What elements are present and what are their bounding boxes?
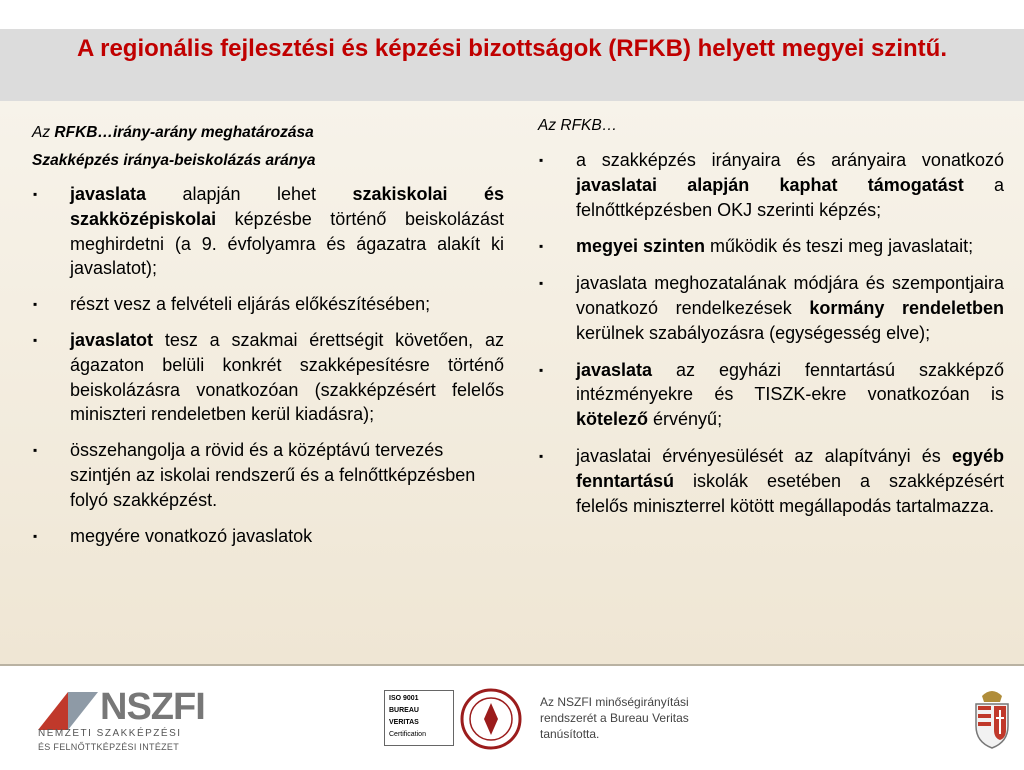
right-item-3 [538, 271, 1004, 345]
cert-line-2: rendszerét a Bureau Veritas [540, 711, 689, 725]
iso-line-2: BUREAU VERITAS [389, 707, 419, 726]
bullet-icon: ▪ [33, 187, 38, 201]
title-bar [0, 29, 1024, 101]
right-item-5-bold: egyéb fenntartású [576, 445, 1004, 491]
content-area [0, 101, 1024, 664]
left-item-1-text-2: képzésbe történő beiskolázást meghirdetni (a 9. évfolyamra és ágazatra alakít ki javaslatot); [70, 208, 504, 279]
nszfi-logo-subtitle-2: ÉS FELNŐTTKÉPZÉSI INTÉZET [38, 742, 180, 752]
iso-certification-badge [384, 690, 454, 746]
right-item-4-bold-2: kötelező [576, 409, 649, 430]
right-item-1-text-1: a szakképzés irányaira és arányaira vonatkozó [576, 150, 1004, 170]
cert-line-3: tanúsította. [540, 727, 600, 741]
nszfi-logo-name: NSZFI [100, 686, 205, 728]
left-column [32, 101, 504, 548]
right-item-2 [538, 234, 1004, 259]
right-bullet-list [538, 148, 1004, 518]
bureau-veritas-seal-icon [460, 688, 522, 750]
nszfi-logo-subtitle-1: NEMZETI SZAKKÉPZÉSI [38, 728, 182, 739]
cert-line-1: Az NSZFI minőségirányítási [540, 695, 689, 709]
bullet-icon: ▪ [539, 276, 544, 291]
right-item-1 [538, 148, 1004, 222]
left-item-2-text: részt vesz a felvételi eljárás előkészítésében; [70, 294, 431, 315]
iso-line-3: Certification [389, 731, 426, 738]
left-heading-1-bold: RFKB…irány-arány meghatározása [54, 124, 314, 141]
left-item-2 [32, 292, 504, 317]
bullet-icon: ▪ [33, 332, 38, 347]
left-bullet-list [32, 182, 504, 548]
right-item-1-bold: javaslatai alapján kaphat támogatást [576, 174, 964, 195]
left-item-5-text: megyére vonatkozó javaslatok [70, 525, 313, 546]
iso-line-1: ISO 9001 [389, 695, 419, 702]
left-item-3-text: tesz a szakmai érettségit követően, az ágazaton belüli konkrét szakképesítésre történő beiskolázásra vonatkozóan (szakképzésért felelős miniszteri rendeletben kerül kiadásra); [70, 329, 504, 425]
left-item-1-bold-2: szakiskolai és szakközépiskolai [70, 184, 504, 229]
certification-text [540, 694, 689, 742]
right-item-3-text-1: javaslata meghozatalának módjára és szempontjaira vonatkozó rendelkezések [576, 273, 1004, 318]
left-item-5 [32, 524, 504, 549]
bullet-icon: ▪ [33, 528, 38, 543]
left-heading-1-prefix: Az [32, 124, 55, 141]
footer [0, 664, 1024, 770]
right-item-3-bold: kormány rendeletben [809, 297, 1005, 318]
right-item-4 [538, 358, 1004, 432]
bullet-icon: ▪ [33, 443, 38, 458]
left-item-4 [32, 438, 504, 512]
right-item-2-text: működik és teszi meg javaslatait; [705, 236, 974, 257]
left-item-3-bold: javaslatot [70, 329, 154, 350]
right-item-4-bold-1: javaslata [576, 359, 653, 380]
right-item-5 [538, 444, 1004, 518]
left-heading-2-text: Szakképzés iránya-beiskolázás aránya [32, 152, 316, 169]
left-item-1-text-1: alapján lehet [146, 184, 353, 204]
left-item-3 [32, 328, 504, 427]
right-item-1-text-2: a felnőttképzésben OKJ szerinti képzés; [576, 174, 1004, 220]
right-heading: Az RFKB… [538, 117, 618, 134]
right-column [538, 101, 1004, 518]
left-item-1 [32, 182, 504, 281]
bullet-icon: ▪ [539, 448, 544, 463]
bullet-icon: ▪ [539, 239, 544, 254]
slide-title: A regionális fejlesztési és képzési bizottságok (RFKB) helyett megyei szintű. [77, 35, 947, 62]
bullet-icon: ▪ [539, 362, 544, 377]
left-item-1-bold-1: javaslata [70, 184, 147, 204]
coat-of-arms-icon [970, 686, 1014, 750]
left-heading-2 [32, 151, 504, 171]
bullet-icon: ▪ [539, 153, 544, 167]
right-item-2-bold: megyei szinten [576, 236, 706, 257]
left-heading-1 [32, 123, 504, 143]
left-item-4-text: összehangolja a rövid és a középtávú tervezés szintjén az iskolai rendszerű és a felnőttképzésben folyó szakképzést. [70, 440, 476, 510]
right-item-5-text-2: iskolák esetében a szakképzésért felelős miniszterrel kötött megállapodás tartalmazza. [576, 470, 1004, 516]
right-item-4-text-2: érvényű; [648, 409, 723, 430]
nszfi-logo-icon [38, 692, 98, 730]
right-item-4-text-1: az egyházi fenntartású szakképző intézményekre és TISZK-ekre vonatkozóan is [576, 359, 1004, 405]
right-item-5-text-1: javaslatai érvényesülését az alapítványi és [576, 445, 952, 466]
right-item-3-text-2: kerülnek szabályozásra (egységesség elve); [576, 322, 931, 343]
bullet-icon: ▪ [33, 297, 38, 312]
